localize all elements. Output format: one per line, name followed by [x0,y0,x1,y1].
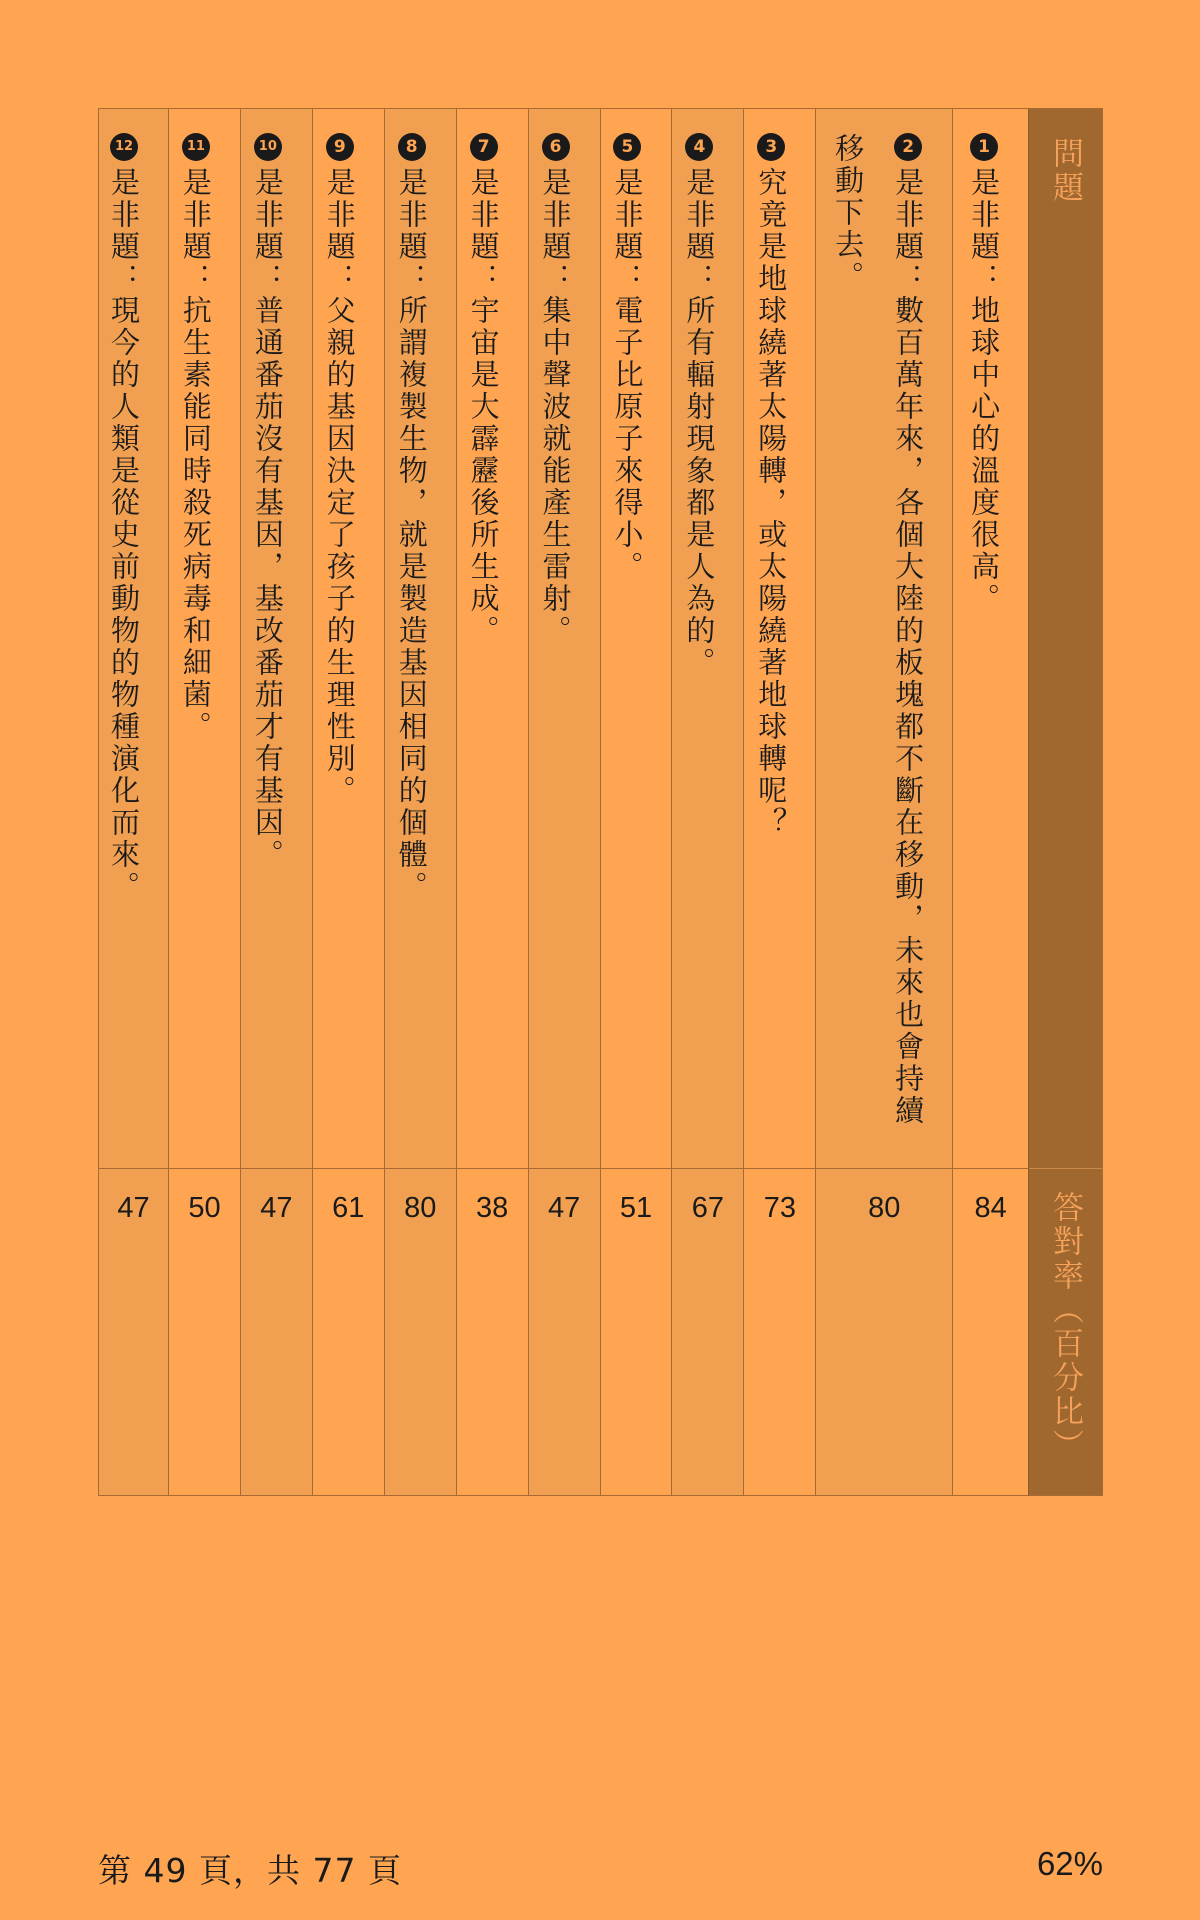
question-number-badge: 9 [326,133,354,161]
correct-rate-value: 47 [117,1192,150,1224]
question-cell [601,109,672,1168]
question-cell [385,109,456,1168]
question-number-badge: 6 [542,133,570,161]
question-number-badge: 8 [398,133,426,161]
question-text: 是非題：現今的人類是從史前動物的物種演化而來。 [107,167,141,903]
header-question-label: 問題 [1047,137,1084,205]
question-text: 是非題：普通番茄沒有基因，基改番茄才有基因。 [250,167,285,871]
question-cell [99,109,168,1168]
question-cell [816,109,952,1168]
correct-rate-value: 80 [404,1192,437,1224]
question-column-2 [815,109,952,1495]
question-text: 究竟是地球繞著太陽轉，或太陽繞著地球轉呢？ [754,167,789,839]
row-divider [1029,1168,1102,1169]
correct-rate-value: 51 [619,1192,653,1224]
question-text: 是非題：父親的基因決定了孩子的生理性別。 [322,167,357,807]
correct-rate-value: 50 [188,1192,221,1224]
correct-rate-value: 47 [547,1192,581,1224]
question-cell [744,109,815,1168]
question-column-3 [743,109,815,1495]
row-divider [529,1168,600,1169]
question-number-badge: 4 [685,133,713,161]
row-divider [99,1168,168,1169]
question-number-badge: 7 [470,133,498,161]
question-column-9 [312,109,384,1495]
row-divider [816,1168,952,1169]
page-indicator: 第 49 頁，共 77 頁 [98,1851,402,1890]
question-column-11 [168,109,240,1495]
question-column-6 [528,109,600,1495]
question-cell [529,109,600,1168]
question-number-badge: 11 [182,133,210,161]
table-header-column [1028,109,1102,1495]
question-column-7 [456,109,528,1495]
correct-rate-value: 61 [332,1192,365,1224]
question-text: 是非題：電子比原子來得小。 [610,167,645,583]
question-number-badge: 3 [757,133,785,161]
question-column-8 [384,109,456,1495]
question-number-badge: 2 [894,133,922,161]
question-cell [313,109,384,1168]
question-column-1 [952,109,1028,1495]
question-cell [953,109,1028,1168]
question-number-badge: 1 [970,133,998,161]
row-divider [744,1168,815,1169]
correct-rate-value: 38 [476,1192,509,1224]
question-text: 是非題：抗生素能同時殺死病毒和細菌。 [178,167,213,743]
question-cell [241,109,312,1168]
question-column-10 [240,109,312,1495]
question-column-4 [671,109,743,1495]
correct-rate-value: 73 [763,1192,796,1224]
row-divider [457,1168,528,1169]
correct-rate-value: 84 [974,1192,1007,1224]
question-cell [169,109,240,1168]
question-number-badge: 5 [613,133,641,161]
row-divider [953,1168,1028,1169]
row-divider [313,1168,384,1169]
question-text: 是非題：集中聲波就能產生雷射。 [538,167,573,647]
question-text: 是非題：所有輻射現象都是人為的。 [682,167,717,679]
question-text: 是非題：宇宙是大霹靂後所生成。 [466,167,501,647]
row-divider [601,1168,672,1169]
question-text: 是非題：地球中心的溫度很高。 [967,167,1002,615]
question-number-badge: 10 [254,133,282,161]
correct-rate-value: 80 [868,1192,901,1224]
row-divider [241,1168,312,1169]
row-divider [672,1168,743,1169]
reading-progress: 62% [1036,1845,1103,1882]
correct-rate-value: 47 [260,1192,293,1224]
quiz-table [98,108,1103,1496]
correct-rate-value: 67 [691,1192,725,1224]
question-text: 是非題：數百萬年來，各個大陸的板塊都不斷在移動，未來也會持續移動下去。 [831,133,926,1127]
question-number-badge: 12 [110,133,138,161]
question-cell [672,109,743,1168]
question-text: 是非題：所謂複製生物，就是製造基因相同的個體。 [394,167,429,903]
question-cell [457,109,528,1168]
row-divider [169,1168,240,1169]
question-column-12 [99,109,168,1495]
header-rate-label: 答對率（百分比） [1047,1191,1084,1463]
question-column-5 [600,109,672,1495]
row-divider [385,1168,456,1169]
